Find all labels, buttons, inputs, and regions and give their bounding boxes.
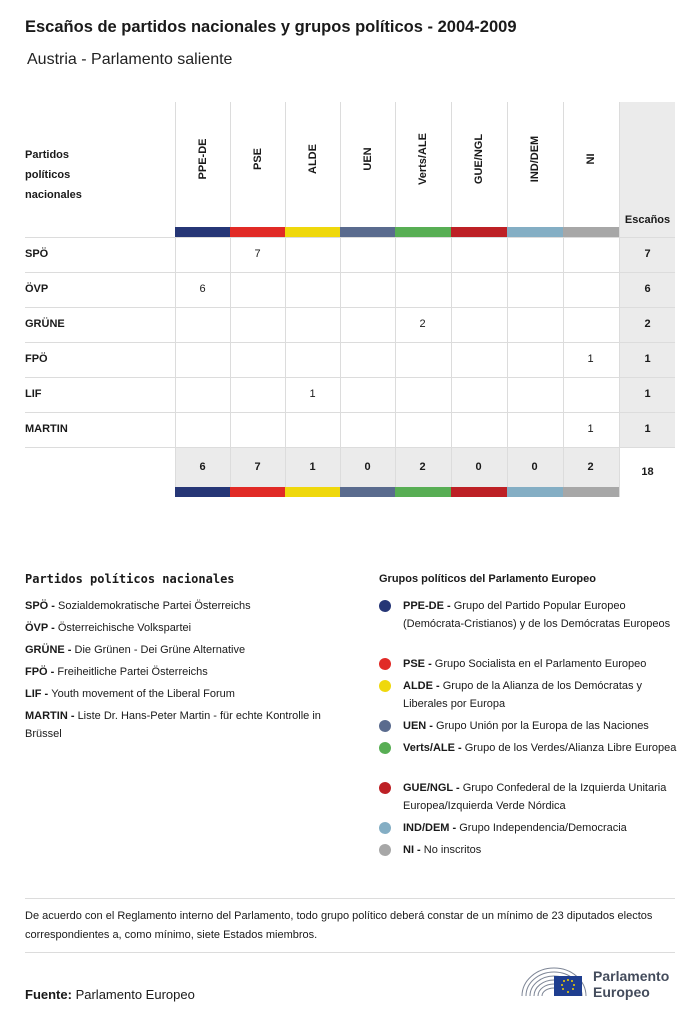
logo-line-1: Parlamento [593, 968, 670, 984]
legend-abbr: SPÖ [25, 600, 49, 612]
legend-name: Grupo del Partido Popular Europeo (Demócrata-Cristianos) y de los Demócratas Europeos [403, 600, 671, 630]
group-header-alde: ALDE [307, 144, 319, 174]
row-party-name: GRÜNE [25, 318, 65, 330]
legend-abbr: ÖVP [25, 622, 49, 634]
row-divider [25, 377, 675, 378]
group-color-bar [563, 227, 619, 237]
legend-name: Grupo de los Verdes/Alianza Libre Europea [464, 742, 677, 754]
row-total: 1 [644, 353, 651, 365]
party-column-header: Partidos políticos nacionales [25, 149, 82, 201]
row-total: 1 [644, 423, 651, 435]
source-value: Parlamento Europeo [75, 987, 195, 1002]
group-color-bar [451, 487, 507, 497]
political-group-legend-item [403, 655, 678, 673]
legend-abbr: NI [403, 844, 414, 856]
legend-name: Österreichische Volkspartei [57, 622, 192, 634]
national-party-legend-item [25, 685, 355, 703]
group-color-bar [340, 487, 396, 497]
legend-name: No inscritos [423, 844, 482, 856]
row-party-name: FPÖ [25, 353, 48, 365]
group-color-bar [395, 227, 451, 237]
column-divider [395, 102, 396, 497]
group-header-ni: NI [585, 153, 597, 165]
legend-abbr: UEN [403, 720, 427, 732]
row-party-name: MARTIN [25, 423, 68, 435]
political-group-legend-item [403, 597, 678, 633]
group-header-vertsale: Verts/ALE [417, 133, 429, 185]
source-label: Fuente: [25, 987, 72, 1002]
column-total: 7 [254, 461, 261, 473]
legend-separator: - [454, 742, 465, 754]
political-group-legend-item [403, 717, 678, 735]
legend-name: Die Grünen - Dei Grüne Alternative [74, 644, 246, 656]
national-parties-legend-title: Partidos políticos nacionales [25, 572, 235, 586]
column-total: 0 [531, 461, 538, 473]
group-header-pse: PSE [252, 148, 264, 171]
row-total: 6 [644, 283, 651, 295]
legend-abbr: Verts/ALE [403, 742, 455, 754]
page-subtitle: Austria - Parlamento saliente [27, 51, 233, 68]
group-color-bar [563, 487, 619, 497]
legend-color-dot [379, 822, 391, 834]
legend-name: Grupo Unión por la Europa de las Naciones [436, 720, 649, 732]
logo-line-2: Europeo [593, 984, 650, 1000]
column-divider [285, 102, 286, 497]
seat-cell: 1 [587, 353, 594, 365]
row-divider [25, 307, 675, 308]
row-total: 2 [644, 318, 651, 330]
legend-abbr: IND/DEM [403, 822, 450, 834]
logo-text [593, 968, 669, 1000]
political-group-legend-item [403, 819, 678, 837]
legend-name: Youth movement of the Liberal Forum [51, 688, 235, 700]
group-color-bar [285, 227, 341, 237]
legend-separator: - [48, 600, 59, 612]
row-total: 1 [644, 388, 651, 400]
national-party-legend-item [25, 641, 355, 659]
political-group-legend-item [403, 739, 678, 757]
column-divider [619, 102, 620, 497]
group-color-bar [230, 487, 286, 497]
row-divider [25, 342, 675, 343]
divider [25, 898, 675, 899]
group-color-bar [507, 227, 563, 237]
national-party-legend-item [25, 619, 355, 637]
column-divider [340, 102, 341, 497]
row-party-name: ÖVP [25, 283, 49, 295]
row-divider [25, 237, 675, 238]
legend-abbr: LIF [25, 688, 42, 700]
legend-color-dot [379, 600, 391, 612]
legend-separator: - [432, 680, 443, 692]
legend-separator: - [47, 666, 58, 678]
legend-separator: - [67, 710, 78, 722]
column-divider [175, 102, 176, 497]
row-total: 7 [644, 248, 651, 260]
seat-cell: 7 [254, 248, 261, 260]
legend-separator: - [48, 622, 58, 634]
group-color-bar [451, 227, 507, 237]
legend-color-dot [379, 844, 391, 856]
political-group-legend-item [403, 841, 678, 859]
legend-name: Liste Dr. Hans-Peter Martin - für echte Kontrolle in Brüssel [25, 710, 321, 740]
national-party-legend-item [25, 597, 355, 615]
group-color-bar [285, 487, 341, 497]
row-party-name: SPÖ [25, 248, 49, 260]
column-total: 2 [419, 461, 426, 473]
group-header-inddem: IND/DEM [529, 135, 541, 183]
legend-color-dot [379, 742, 391, 754]
column-total: 2 [587, 461, 594, 473]
seats-column-header: Escaños [624, 214, 671, 226]
page-title: Escaños de partidos nacionales y grupos políticos - 2004-2009 [25, 18, 517, 36]
grand-total: 18 [641, 466, 654, 478]
legend-abbr: ALDE [403, 680, 433, 692]
column-total: 0 [364, 461, 371, 473]
legend-name: Grupo Socialista en el Parlamento Europeo [434, 658, 647, 670]
legend-color-dot [379, 680, 391, 692]
footnote: De acuerdo con el Reglamento interno del Parlamento, todo grupo político deberá constar de un mínimo de 23 diputados electos correspondientes a, como mínimo, siete Estados miembros. [25, 910, 653, 941]
divider [25, 952, 675, 953]
legend-name: Grupo de la Alianza de los Demócratas y Liberales por Europa [403, 680, 643, 710]
legend-abbr: MARTIN [25, 710, 68, 722]
legend-separator: - [425, 658, 435, 670]
column-total: 1 [309, 461, 316, 473]
group-color-bar [175, 227, 231, 237]
legend-color-dot [379, 658, 391, 670]
group-color-bar [395, 487, 451, 497]
seat-cell: 6 [199, 283, 206, 295]
row-divider [25, 412, 675, 413]
column-divider [507, 102, 508, 497]
political-groups-legend-title: Grupos políticos del Parlamento Europeo [379, 573, 596, 585]
row-divider [25, 272, 675, 273]
legend-abbr: GRÜNE [25, 644, 65, 656]
national-party-legend-item [25, 663, 355, 681]
group-header-uen: UEN [362, 147, 374, 171]
column-divider [451, 102, 452, 497]
column-divider [230, 102, 231, 497]
group-color-bar [230, 227, 286, 237]
legend-abbr: PSE [403, 658, 426, 670]
legend-abbr: FPÖ [25, 666, 48, 678]
legend-name: Grupo Confederal de la Izquierda Unitaria Europea/Izquierda Verde Nórdica [403, 782, 667, 812]
group-header-ppede: PPE-DE [197, 138, 209, 180]
legend-name: Freiheitliche Partei Österreichs [57, 666, 208, 678]
seat-cell: 1 [587, 423, 594, 435]
legend-color-dot [379, 720, 391, 732]
group-header-guengl: GUE/NGL [473, 133, 485, 185]
row-divider [25, 447, 675, 448]
legend-name: Sozialdemokratische Partei Österreichs [58, 600, 251, 612]
legend-abbr: PPE-DE [403, 600, 444, 612]
group-color-bar [507, 487, 563, 497]
legend-separator: - [449, 822, 460, 834]
legend-abbr: GUE/NGL [403, 782, 453, 794]
column-divider [563, 102, 564, 497]
legend-separator: - [414, 844, 424, 856]
group-color-bar [175, 487, 231, 497]
column-total: 6 [199, 461, 206, 473]
legend-separator: - [64, 644, 75, 656]
legend-name: Grupo Independencia/Democracia [459, 822, 627, 834]
source-line [25, 987, 195, 1002]
row-party-name: LIF [25, 388, 42, 400]
legend-separator: - [41, 688, 52, 700]
legend-separator: - [443, 600, 454, 612]
seat-cell: 1 [309, 388, 316, 400]
legend-color-dot [379, 782, 391, 794]
legend-separator: - [452, 782, 463, 794]
column-total: 0 [475, 461, 482, 473]
political-group-legend-item [403, 779, 678, 815]
political-group-legend-item [403, 677, 678, 713]
seat-cell: 2 [419, 318, 426, 330]
national-party-legend-item [25, 707, 355, 743]
group-color-bar [340, 227, 396, 237]
legend-separator: - [426, 720, 437, 732]
